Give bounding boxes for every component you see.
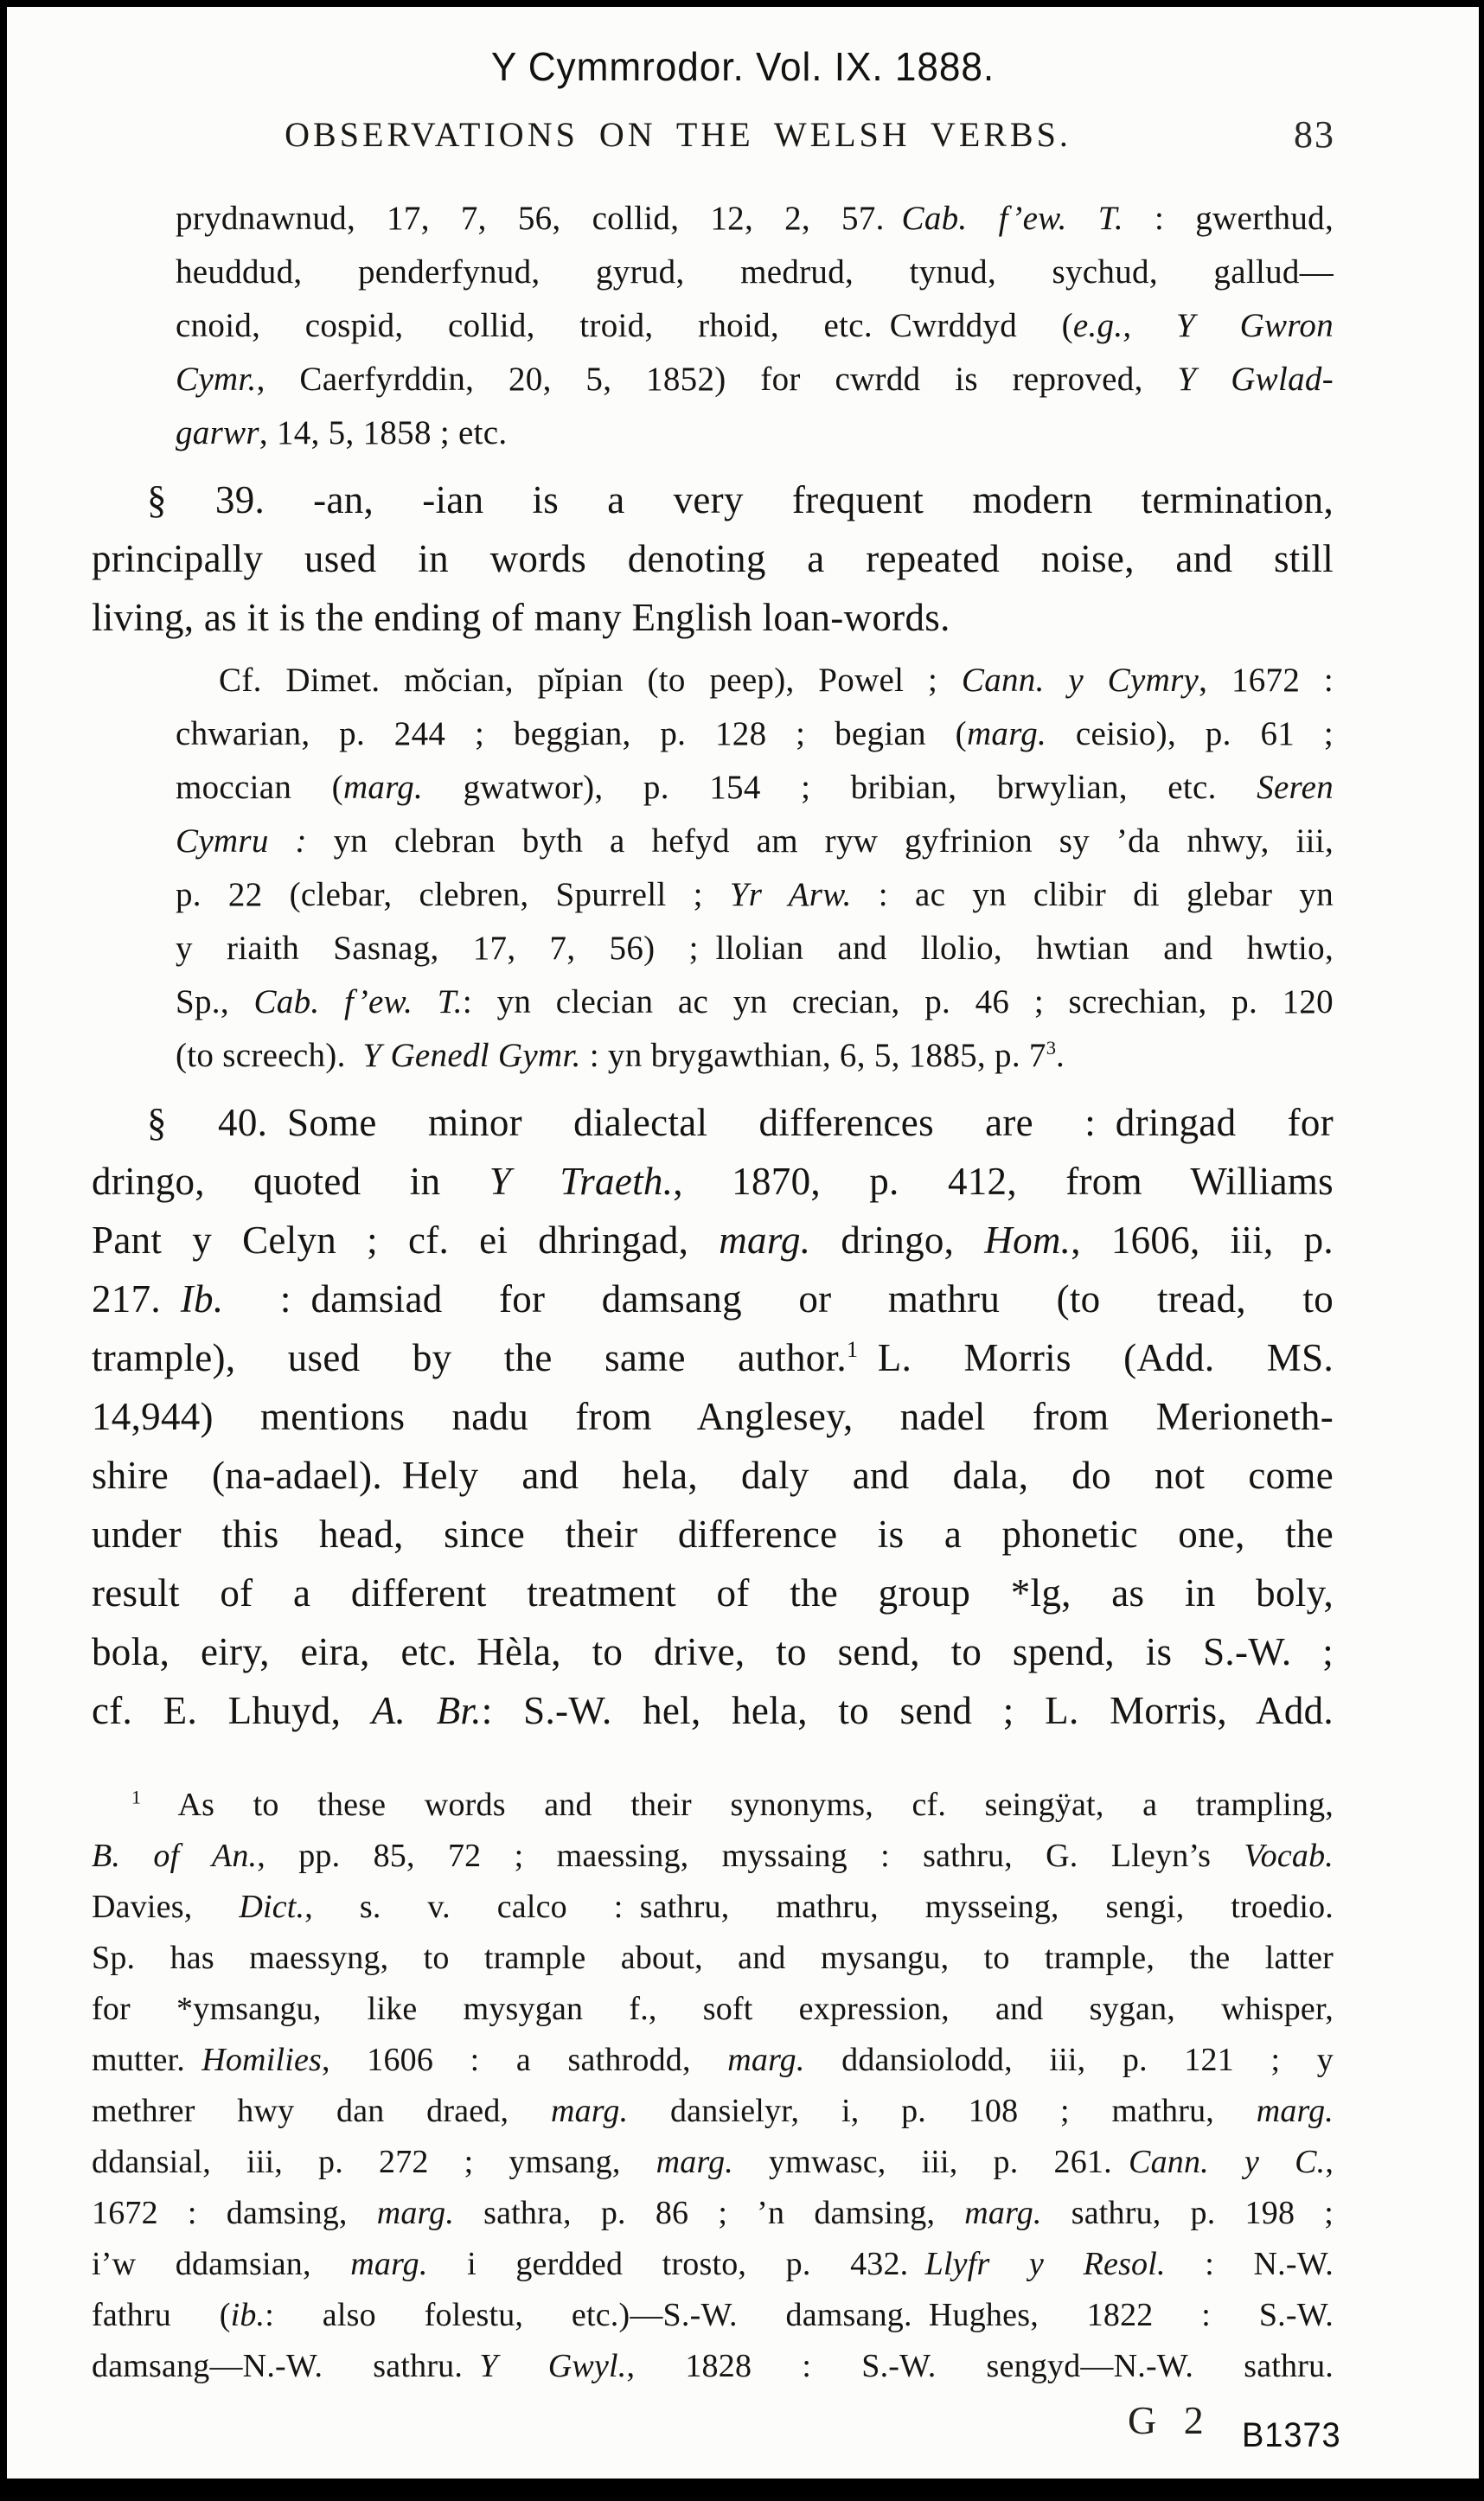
text-line (176, 922, 1334, 975)
italic-text: Llyfr y Resol. (924, 2246, 1166, 2282)
text-segment: cnoid, cospid, collid, troid, rhoid, etc. Cwrddyd ( (176, 307, 1073, 344)
text-line (92, 1093, 1334, 1152)
text-segment: , s. v. calco : sathru, mathru, mysseing, sengi, troedio. (304, 1889, 1334, 1925)
text-segment: p. 22 (clebar, clebren, Spurrell ; (176, 876, 730, 913)
running-header (7, 114, 1479, 157)
shelf-stamp: B1373 (1242, 2416, 1341, 2454)
italic-text: marg. (727, 2042, 805, 2078)
italic-text: Cab. f’ew. T. (253, 983, 463, 1020)
text-line (92, 2188, 1334, 2239)
text-line (92, 2035, 1334, 2086)
text-line (176, 192, 1334, 246)
text-segment: trample), used by the same author. (92, 1336, 847, 1379)
italic-text: Y Genedl Gymr. (362, 1037, 581, 1074)
text-segment: Pant y Celyn ; cf. ei dhringad, (92, 1219, 720, 1262)
text-segment: i’w ddamsian, (92, 2246, 351, 2282)
text-line (92, 1564, 1334, 1622)
italic-text: Y Traeth. (489, 1160, 674, 1203)
text-line (92, 2341, 1334, 2392)
text-line (176, 975, 1334, 1029)
text-line (176, 868, 1334, 922)
text-segment: sathru, p. 198 ; (1041, 2195, 1334, 2231)
text-line (92, 1328, 1334, 1387)
italic-text: ib. (230, 2297, 265, 2333)
italic-text: A. Br. (371, 1689, 482, 1732)
italic-text: Y Gwyl. (479, 2348, 627, 2384)
text-segment: under this head, since their difference is a phonetic one, the (92, 1513, 1334, 1556)
text-segment: fathru ( (92, 2297, 231, 2333)
page (7, 7, 1479, 2479)
text-segment: , 14, 5, 1858 ; etc. (259, 414, 508, 451)
text-line (176, 654, 1334, 707)
text-segment: Sp. has maessyng, to trample about, and mysangu, to trample, the latter (92, 1940, 1334, 1976)
text-segment: L. Morris (Add. MS. (857, 1336, 1334, 1379)
text-segment: , 1672 : (1199, 662, 1334, 699)
italic-text: garwr (176, 414, 259, 451)
italic-text: marg. (350, 2246, 428, 2282)
paragraph-main (92, 1093, 1334, 1740)
text-segment: 217. (92, 1277, 181, 1321)
text-segment: 14,944) mentions nadu from Anglesey, nadel from Merioneth- (92, 1395, 1334, 1438)
text-segment: damsang—N.-W. sathru. (92, 2348, 480, 2384)
italic-text: marg. (966, 715, 1047, 752)
text-segment: prydnawnud, 17, 7, 56, collid, 12, 2, 57. (176, 200, 902, 237)
text-line (92, 2290, 1334, 2341)
text-line (92, 1211, 1334, 1270)
text-line (92, 529, 1334, 588)
paragraph-example (176, 654, 1334, 1083)
text-segment: : ac yn clibir di glebar yn (851, 876, 1334, 913)
italic-text: Cymr. (176, 361, 257, 398)
superscript: 3 (1046, 1037, 1057, 1059)
text-line (176, 707, 1334, 761)
italic-text: marg. (964, 2195, 1042, 2231)
text-line (176, 815, 1334, 868)
text-segment: Davies, (92, 1889, 240, 1925)
text-line (92, 470, 1334, 529)
text-segment: shire (na-adael). Hely and hela, daly and dala, do not come (92, 1454, 1334, 1497)
text-line (176, 761, 1334, 815)
text-segment: gwatwor), p. 154 ; bribian, brwylian, etc. (423, 769, 1257, 806)
italic-text: Cann. y C. (1129, 2144, 1326, 2180)
text-segment: : also folestu, etc.)—S.-W. damsang. Hughes, 1822 : S.-W. (265, 2297, 1334, 2333)
text-segment: § 40. Some minor dialectal differences are : dringad for (147, 1101, 1334, 1144)
text-segment: moccian ( (176, 769, 343, 806)
text-segment: ddansiolodd, iii, p. 121 ; y (804, 2042, 1334, 2078)
text-segment: principally used in words denoting a repeated noise, and still (92, 537, 1334, 580)
superscript: 1 (846, 1337, 858, 1362)
text-line (92, 2137, 1334, 2188)
text-segment: : gwerthud, (1123, 200, 1334, 237)
text-line (92, 1681, 1334, 1740)
italic-text: marg. (376, 2195, 455, 2231)
text-line (92, 1780, 1334, 1831)
italic-text: Cab. f’ew. T. (901, 200, 1123, 237)
text-line (92, 1505, 1334, 1564)
text-segment: Sp., (176, 983, 254, 1020)
text-line (92, 2086, 1334, 2137)
text-segment: result of a different treatment of the group *lg, as in boly, (92, 1571, 1334, 1615)
page-number: 83 (1294, 113, 1335, 156)
text-line (92, 1933, 1334, 1984)
text-segment: living, as it is the ending of many English loan-words. (92, 596, 950, 639)
text-segment: : yn brygawthian, 6, 5, 1885, p. 7 (580, 1037, 1046, 1074)
italic-text: marg. (550, 2093, 629, 2129)
text-segment: (to screech). (176, 1037, 363, 1074)
text-line (92, 1446, 1334, 1505)
italic-text: Hom. (984, 1219, 1071, 1262)
italic-text: Cymru : (176, 822, 307, 860)
text-line (92, 1984, 1334, 2035)
text-segment: As to these words and their synonyms, cf. seingÿat, a trampling, (141, 1787, 1334, 1823)
text-segment: yn clebran byth a hefyd am ryw gyfrinion sy ’da nhwy, iii, (306, 822, 1334, 860)
italic-text: Ib. (180, 1277, 224, 1321)
italic-text: B. of An. (92, 1838, 258, 1874)
text-segment: cf. E. Lhuyd, (92, 1689, 372, 1732)
italic-text: Seren (1257, 769, 1334, 806)
text-segment: , 1606, iii, p. (1071, 1219, 1334, 1262)
italic-text: marg. (1256, 2093, 1334, 2129)
text-segment: , pp. 85, 72 ; maessing, myssaing : sathru, G. Lleyn’s (257, 1838, 1244, 1874)
italic-text: Homilies (201, 2042, 323, 2078)
text-segment: , 1870, p. 412, from Williams (673, 1160, 1334, 1203)
text-segment: § 39. -an, -ian is a very frequent modern termination, (147, 478, 1334, 521)
text-segment: ymwasc, iii, p. 261. (732, 2144, 1129, 2180)
text-segment: , 1606 : a sathrodd, (322, 2042, 728, 2078)
text-line (176, 353, 1334, 406)
text-segment: dansielyr, i, p. 108 ; mathru, (628, 2093, 1257, 2129)
italic-text: Dict. (239, 1889, 305, 1925)
text-segment: y riaith Sasnag, 17, 7, 56) ; llolian and llolio, hwtian and hwtio, (176, 930, 1334, 967)
text-line (176, 246, 1334, 299)
italic-text: Vocab. (1244, 1838, 1334, 1874)
text-line (92, 1152, 1334, 1211)
italic-text: Y Gwlad- (1177, 361, 1334, 398)
paragraph-example (176, 192, 1334, 460)
text-line (92, 1622, 1334, 1681)
text-segment: heuddud, penderfynud, gyrud, medrud, tynud, sychud, gallud— (176, 253, 1334, 291)
page-footer (7, 2397, 1479, 2459)
text-line (92, 588, 1334, 647)
text-segment: : yn clecian ac yn crecian, p. 46 ; screchian, p. 120 (462, 983, 1334, 1020)
text-segment: sathra, p. 86 ; ’n damsing, (454, 2195, 965, 2231)
text-segment: , 1828 : S.-W. sengyd—N.-W. sathru. (626, 2348, 1334, 2384)
text-segment: bola, eiry, eira, etc. Hèla, to drive, to send, to spend, is S.-W. ; (92, 1630, 1334, 1673)
italic-text: marg. (342, 769, 424, 806)
running-title: OBSERVATIONS ON THE WELSH VERBS. (285, 115, 1071, 154)
text-line (92, 1882, 1334, 1933)
italic-text: Cann. y Cymry (961, 662, 1199, 699)
text-segment: mutter. (92, 2042, 202, 2078)
text-line (176, 406, 1334, 460)
text-segment: , Caerfyrddin, 20, 5, 1852) for cwrdd is reproved, (256, 361, 1178, 398)
text-segment: . (1056, 1037, 1065, 1074)
text-segment: ddansial, iii, p. 272 ; ymsang, (92, 2144, 656, 2180)
text-body (7, 192, 1479, 2392)
text-segment: i gerdded trosto, p. 432. (427, 2246, 925, 2282)
text-segment: dringo, (810, 1219, 985, 1262)
superscript: 1 (131, 1786, 142, 1808)
text-segment: : S.-W. hel, hela, to send ; L. Morris, Add. (481, 1689, 1334, 1732)
text-segment: chwarian, p. 244 ; beggian, p. 128 ; begian ( (176, 715, 967, 752)
text-segment: methrer hwy dan draed, (92, 2093, 551, 2129)
italic-text: marg. (719, 1219, 811, 1262)
text-segment: for *ymsangu, like mysygan f., soft expression, and sygan, whisper, (92, 1991, 1334, 2027)
text-segment: , (1325, 2144, 1334, 2180)
text-segment: ceisio), p. 61 ; (1046, 715, 1334, 752)
text-line (92, 2239, 1334, 2290)
italic-text: Yr Arw. (729, 876, 852, 913)
text-line (92, 1387, 1334, 1446)
journal-header: Y Cymmrodor. Vol. IX. 1888. (490, 44, 995, 89)
text-segment: : damsiad for damsang or mathru (to tread, to (223, 1277, 1334, 1321)
text-segment: Cf. Dimet. mŏcian, pĭpian (to peep), Powel ; (219, 662, 962, 699)
italic-text: e.g., Y Gwron (1072, 307, 1334, 344)
text-line (176, 299, 1334, 353)
paragraph-footnote (92, 1780, 1334, 2392)
text-segment: 1672 : damsing, (92, 2195, 377, 2231)
paragraph-main (92, 470, 1334, 647)
italic-text: marg. (656, 2144, 733, 2180)
text-segment: dringo, quoted in (92, 1160, 489, 1203)
text-line (92, 1831, 1334, 1882)
text-segment: : N.-W. (1165, 2246, 1334, 2282)
signature-mark: G 2 (1128, 2398, 1212, 2442)
text-line (176, 1029, 1334, 1083)
text-line (92, 1270, 1334, 1328)
